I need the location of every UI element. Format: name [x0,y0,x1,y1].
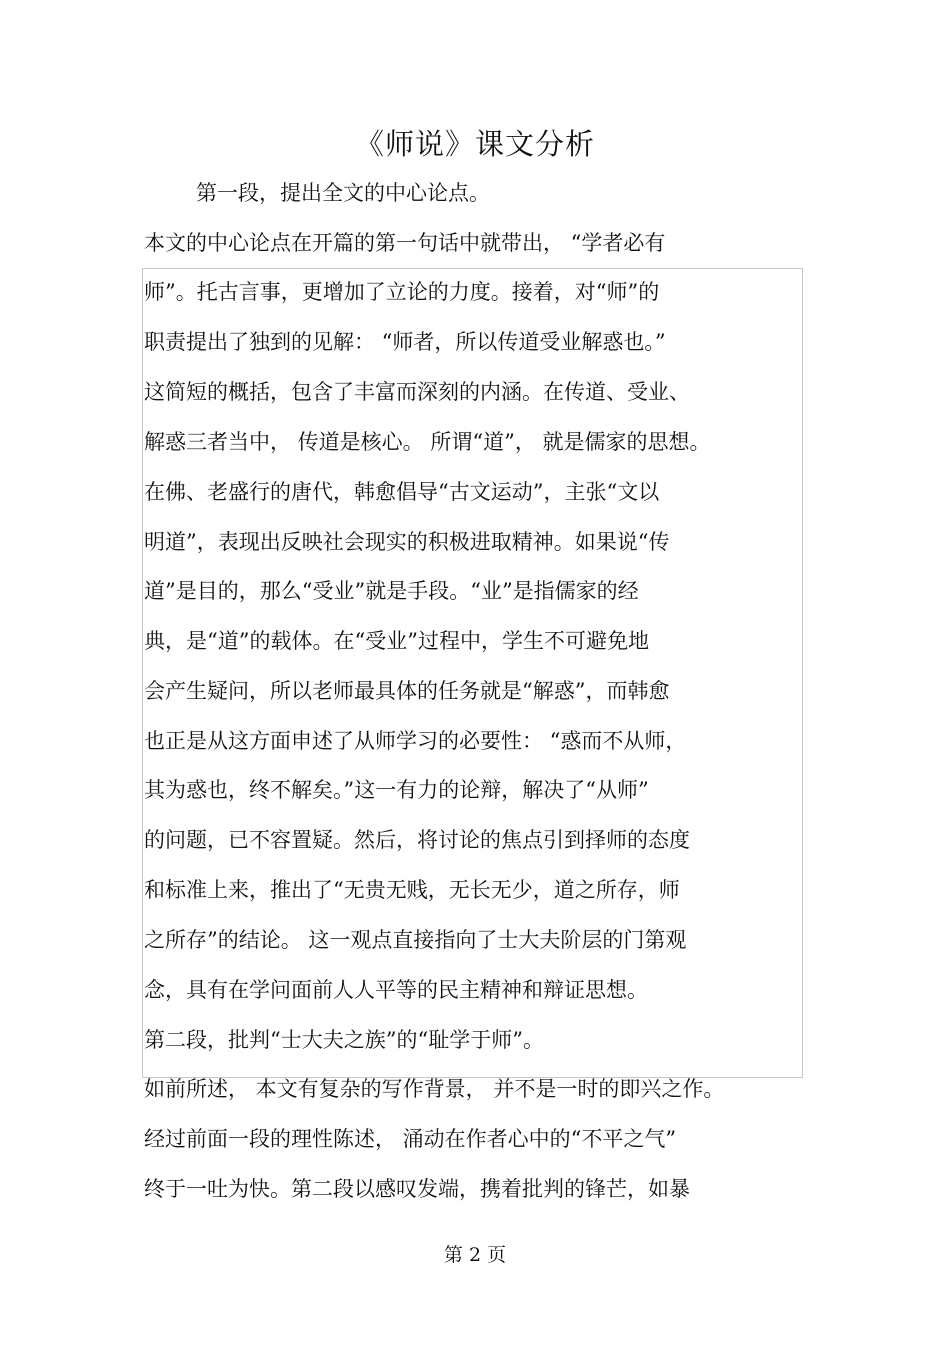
text-line: 终于一吐为快。第二段以感叹发端，携着批判的锋芒，如暴 [144,1177,690,1201]
text-line: 和标准上来，推出了“无贵无贱，无长无少，道之所存，师 [144,878,680,902]
text-line: 解惑三者当中， 传道是核心。 所谓“道”， 就是儒家的思想。 [144,430,711,454]
text-line: 道”是目的，那么“受业”就是手段。“业”是指儒家的经 [144,579,639,603]
text-line: 本文的中心论点在开篇的第一句话中就带出， “学者必有 [144,231,666,255]
text-line: 念，具有在学问面前人人平等的民主精神和辩证思想。 [144,978,648,1002]
text-line: 如前所述， 本文有复杂的写作背景， 并不是一时的即兴之作。 [144,1077,725,1101]
section-1-heading: 第一段，提出全文的中心论点。 [196,181,490,205]
text-line: 职责提出了独到的见解： “师者，所以传道受业解惑也。” [144,330,666,354]
page-number: 第 2 页 [443,1244,507,1266]
section-2-heading: 第二段，批判“士大夫之族”的“耻学于师”。 [144,1028,544,1052]
text-line: 也正是从这方面申述了从师学习的必要性： “惑而不从师， [144,729,687,753]
page-title: 《师说》课文分析 [354,127,595,161]
text-line: 典，是“道”的载体。在“受业”过程中，学生不可避免地 [144,629,649,653]
text-line: 经过前面一段的理性陈述， 涌动在作者心中的“不平之气” [144,1127,677,1151]
text-line: 明道”，表现出反映社会现实的积极进取精神。如果说“传 [144,530,670,554]
text-line: 会产生疑问，所以老师最具体的任务就是“解惑”，而韩愈 [144,679,670,703]
text-line: 的问题，已不容置疑。然后，将讨论的焦点引到择师的态度 [144,828,690,852]
text-line: 师”。托古言事，更增加了立论的力度。接着，对“师”的 [144,280,660,304]
text-line: 在佛、老盛行的唐代，韩愈倡导“古文运动”，主张“文以 [144,480,660,504]
text-line: 这简短的概括，包含了丰富而深刻的内涵。在传道、受业、 [144,380,690,404]
text-line: 其为惑也，终不解矣。”这一有力的论辩，解决了“从师” [144,778,649,802]
text-line: 之所存”的结论。 这一观点直接指向了士大夫阶层的门第观 [144,928,687,952]
